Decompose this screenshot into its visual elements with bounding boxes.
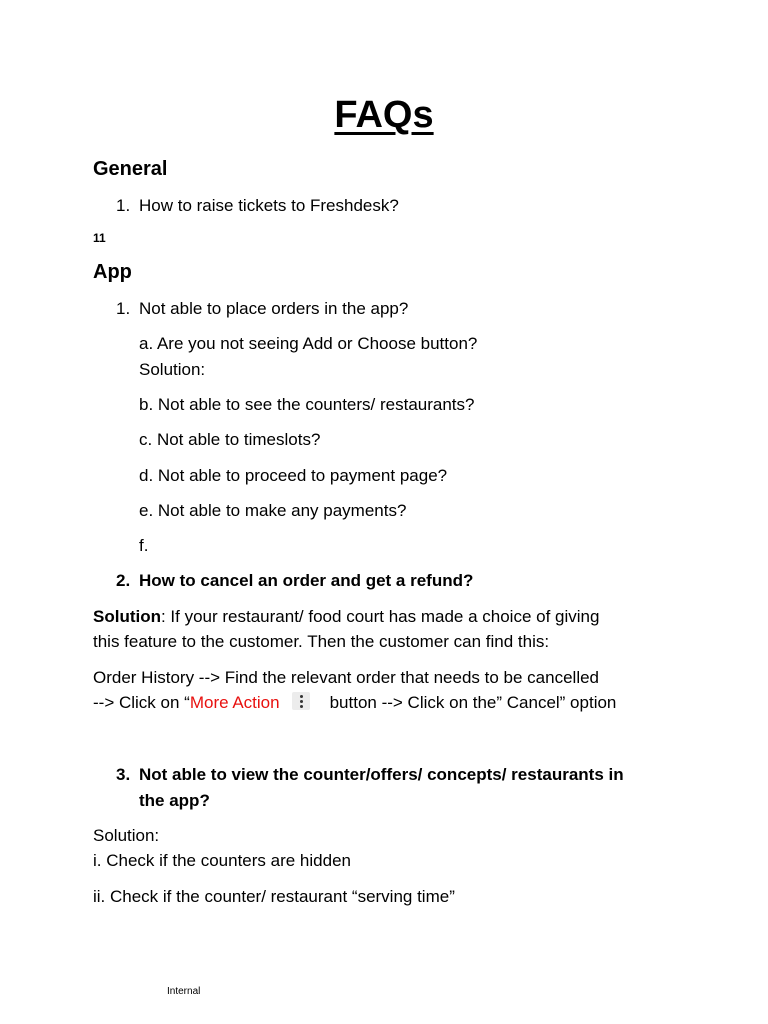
general-question-1: How to raise tickets to Freshdesk?	[139, 196, 399, 215]
app-question-2-number: 2.	[116, 571, 131, 590]
note-number: 11	[93, 231, 106, 245]
sub-item-c: c. Not able to timeslots?	[139, 430, 321, 449]
app-question-2: How to cancel an order and get a refund?	[139, 571, 474, 590]
q3-solution-ii: ii. Check if the counter/ restaurant “serving time”	[93, 887, 455, 906]
q2-steps-end: button --> Click on the” Cancel” option	[329, 693, 617, 712]
app-question-1: Not able to place orders in the app?	[139, 299, 409, 318]
app-question-1-number: 1.	[116, 299, 131, 318]
q2-steps-line-1: Order History --> Find the relevant order that needs to be cancelled	[93, 668, 600, 687]
section-heading-general: General	[93, 158, 168, 180]
app-question-3-line-1: Not able to view the counter/offers/ concepts/ restaurants in	[139, 765, 624, 784]
page-title: FAQs	[334, 94, 434, 136]
section-heading-app: App	[93, 261, 132, 283]
sub-item-d: d. Not able to proceed to payment page?	[139, 466, 448, 485]
q2-solution-line-1	[93, 606, 599, 628]
footer-classification: Internal	[167, 986, 201, 997]
app-question-3-line-2: the app?	[139, 791, 210, 810]
sub-item-e: e. Not able to make any payments?	[139, 501, 407, 520]
q3-solution-label: Solution:	[93, 826, 160, 845]
sub-item-b: b. Not able to see the counters/ restaurants?	[139, 395, 475, 414]
sub-item-a-solution: Solution:	[139, 360, 206, 379]
sub-item-f: f.	[139, 536, 149, 555]
general-question-number: 1.	[116, 196, 131, 215]
q2-steps-start: --> Click on “	[93, 693, 190, 712]
more-action-label: More Action	[189, 693, 280, 712]
more-action-kebab-icon	[292, 692, 310, 710]
q3-solution-i: i. Check if the counters are hidden	[93, 851, 351, 870]
sub-item-a: a. Are you not seeing Add or Choose button?	[139, 334, 478, 353]
q2-solution-label: Solution	[93, 607, 161, 626]
q2-solution-line-2: this feature to the customer. Then the customer can find this:	[93, 632, 550, 651]
app-question-3-number: 3.	[116, 765, 131, 784]
q2-steps-line-2	[93, 692, 616, 714]
q2-solution-text: : If your restaurant/ food court has made a choice of giving	[160, 607, 600, 626]
